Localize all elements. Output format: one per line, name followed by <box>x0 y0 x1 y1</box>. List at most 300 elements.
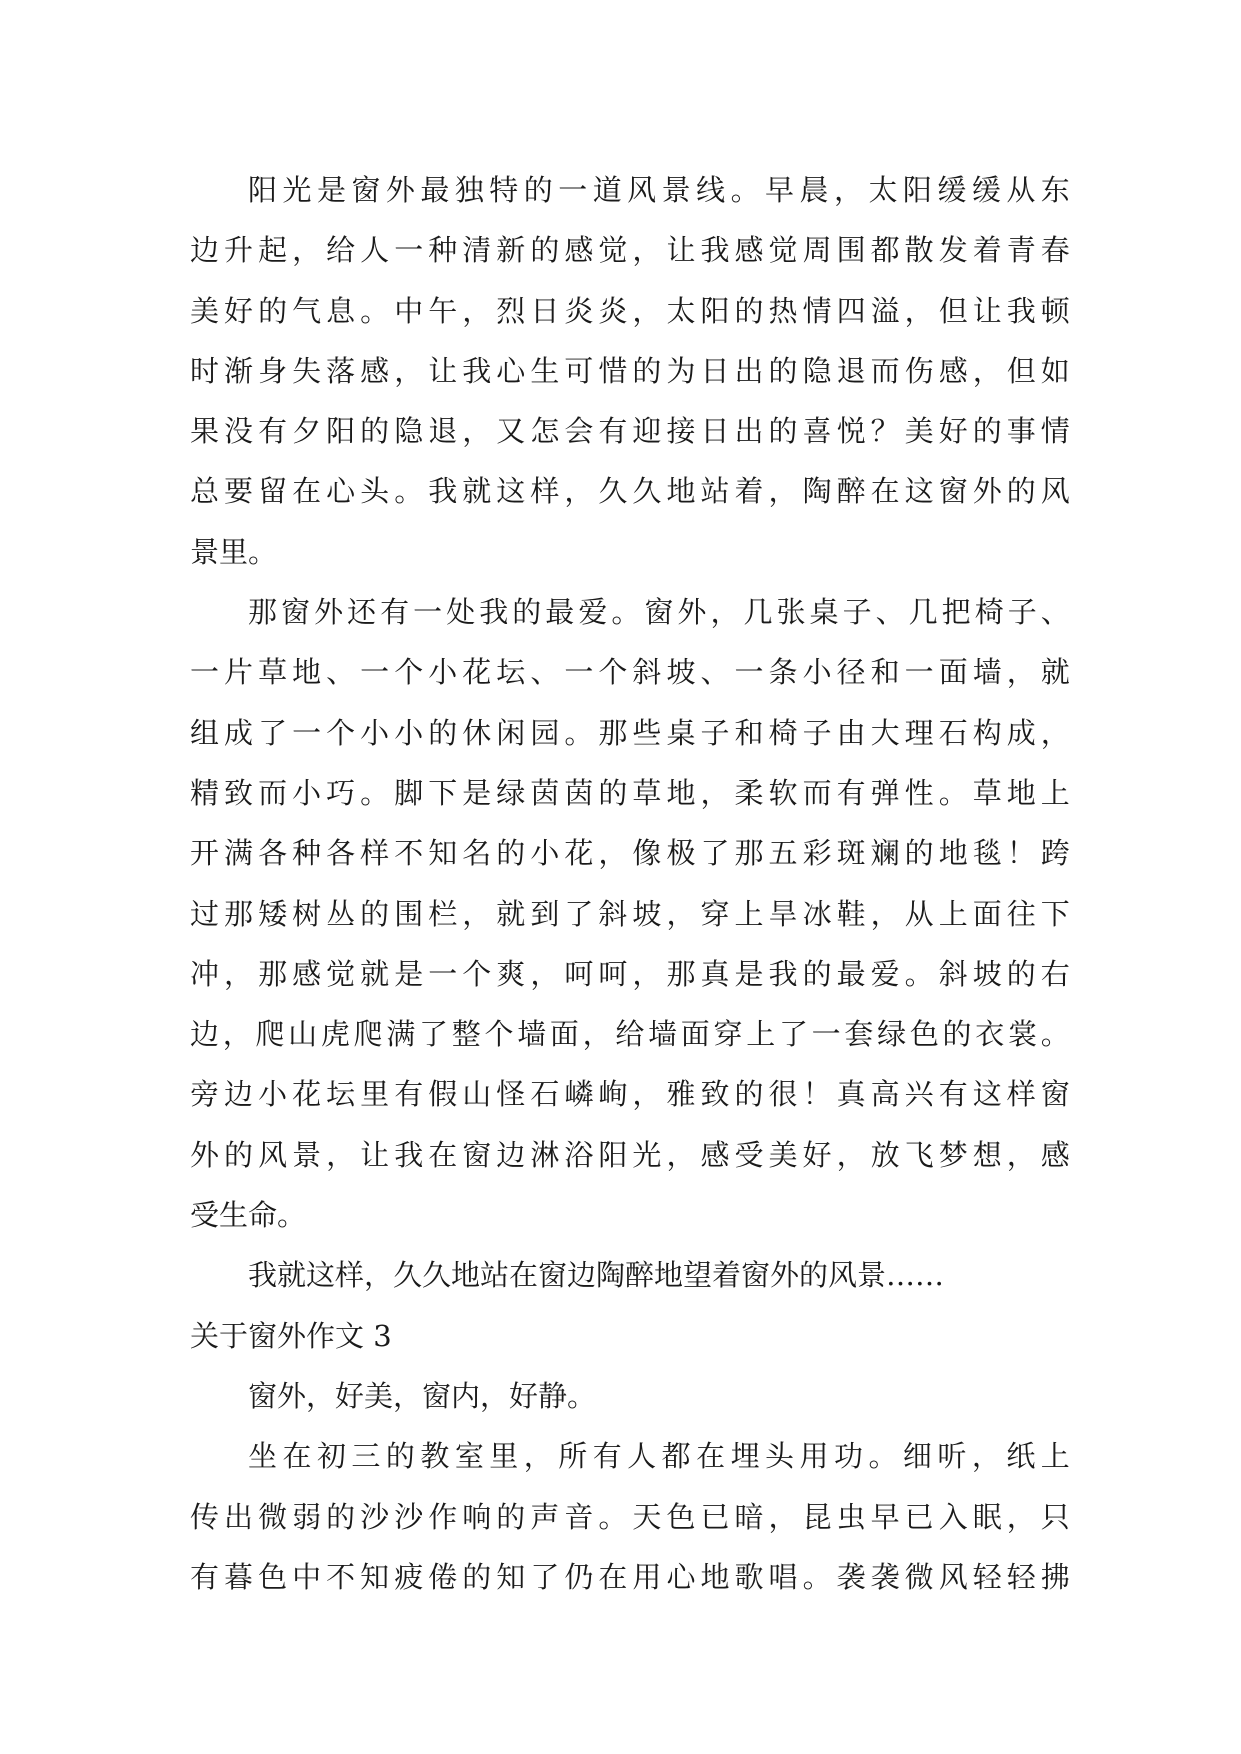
glyph: 一 <box>811 1017 841 1052</box>
glyph: 、 <box>700 655 730 690</box>
glyph: 几 <box>743 595 773 630</box>
glyph: ， <box>523 1439 553 1474</box>
glyph: 栏 <box>428 896 458 931</box>
glyph: 。 <box>730 173 760 207</box>
glyph: 桌 <box>809 595 839 630</box>
glyph: 太 <box>868 173 898 207</box>
glyph: 。 <box>564 715 594 750</box>
glyph: 子 <box>842 595 872 630</box>
glyph: 和 <box>870 655 900 690</box>
glyph: 我 <box>428 474 458 509</box>
glyph: 窗 <box>1040 1077 1070 1112</box>
glyph: 缓 <box>971 173 1001 207</box>
glyph: 上 <box>1040 1439 1070 1474</box>
line-text: 景里。 <box>190 534 278 569</box>
glyph: 道 <box>592 173 622 207</box>
glyph: 坛 <box>496 655 526 690</box>
glyph: 衣 <box>975 1017 1005 1052</box>
glyph: 那 <box>224 896 254 931</box>
glyph: 软 <box>768 775 798 810</box>
text-line <box>190 642 1070 702</box>
glyph: 边 <box>190 233 220 268</box>
glyph: 了 <box>778 1017 808 1052</box>
glyph: 春 <box>1040 233 1070 268</box>
glyph: 坛 <box>326 1077 356 1112</box>
glyph: 炎 <box>564 293 594 328</box>
glyph: 发 <box>938 233 968 268</box>
glyph: ， <box>971 1439 1001 1474</box>
glyph: 了 <box>700 836 730 871</box>
glyph: 一 <box>734 655 764 690</box>
glyph: 出 <box>734 353 764 388</box>
glyph: 好 <box>938 414 968 449</box>
glyph: 坡 <box>972 956 1002 991</box>
glyph: 早 <box>765 173 795 207</box>
glyph: 爽 <box>496 956 526 991</box>
text-line <box>190 763 1070 823</box>
glyph: 兴 <box>904 1077 934 1112</box>
glyph: 一 <box>904 655 934 690</box>
glyph: 感 <box>734 233 764 268</box>
glyph: ， <box>666 896 696 931</box>
glyph: 在 <box>282 1439 312 1474</box>
glyph: 功 <box>833 1439 863 1474</box>
glyph: 里 <box>360 1077 390 1112</box>
glyph: 时 <box>190 353 220 388</box>
glyph: 个 <box>598 655 628 690</box>
glyph: 了 <box>530 1559 560 1594</box>
glyph: 退 <box>428 414 458 449</box>
glyph: 的 <box>496 836 526 871</box>
glyph: 有 <box>190 1559 220 1594</box>
glyph: 斜 <box>632 655 662 690</box>
glyph: 用 <box>799 1439 829 1474</box>
glyph: 外 <box>314 595 344 630</box>
glyph: 把 <box>941 595 971 630</box>
glyph: 都 <box>870 233 900 268</box>
glyph: 天 <box>632 1499 662 1534</box>
glyph: 上 <box>938 896 968 931</box>
glyph: 的 <box>598 775 628 810</box>
glyph: 觉 <box>326 956 356 991</box>
glyph: ， <box>222 1017 252 1052</box>
glyph: 三 <box>351 1439 381 1474</box>
glyph: 色 <box>258 1559 288 1594</box>
text-line <box>190 220 1070 280</box>
glyph: 会 <box>564 414 594 449</box>
glyph: 面 <box>680 1017 710 1052</box>
glyph: 些 <box>632 715 662 750</box>
glyph: 惜 <box>598 353 628 388</box>
glyph: 彩 <box>802 836 832 871</box>
glyph: 青 <box>1006 233 1036 268</box>
glyph: 退 <box>836 353 866 388</box>
glyph: ， <box>292 233 322 268</box>
glyph: 就 <box>496 896 526 931</box>
glyph: 这 <box>904 474 934 509</box>
glyph: 外 <box>190 1137 220 1172</box>
text-line <box>190 1547 1070 1607</box>
glyph: 柔 <box>734 775 764 810</box>
glyph: 精 <box>190 775 220 810</box>
glyph: ， <box>1040 715 1070 750</box>
glyph: 椅 <box>768 715 798 750</box>
glyph: 我 <box>768 956 798 991</box>
glyph: 还 <box>347 595 377 630</box>
glyph: 四 <box>836 293 866 328</box>
glyph: 小 <box>428 655 458 690</box>
glyph: 的 <box>734 293 764 328</box>
glyph: 的 <box>523 173 553 207</box>
glyph: 就 <box>462 474 492 509</box>
glyph: 虎 <box>320 1017 350 1052</box>
glyph: 疲 <box>394 1559 424 1594</box>
glyph: 花 <box>564 836 594 871</box>
glyph: 的 <box>258 293 288 328</box>
glyph: 墙 <box>517 1017 547 1052</box>
glyph: 绿 <box>877 1017 907 1052</box>
glyph: ， <box>462 896 492 931</box>
glyph: 这 <box>496 474 526 509</box>
glyph: 的 <box>904 836 934 871</box>
glyph: ， <box>768 474 798 509</box>
glyph: 弹 <box>870 775 900 810</box>
glyph: 的 <box>530 233 560 268</box>
glyph: 窗 <box>462 1137 492 1172</box>
glyph: 边 <box>190 1017 220 1052</box>
glyph: 理 <box>904 715 934 750</box>
glyph: 浴 <box>564 1137 594 1172</box>
glyph: 往 <box>1006 896 1036 931</box>
glyph: 只 <box>1040 1499 1070 1534</box>
glyph: 所 <box>558 1439 588 1474</box>
glyph: 围 <box>394 896 424 931</box>
glyph: 缓 <box>937 173 967 207</box>
glyph: 迎 <box>632 414 662 449</box>
glyph: 知 <box>360 1559 390 1594</box>
glyph: 套 <box>844 1017 874 1052</box>
glyph: 渐 <box>224 353 254 388</box>
glyph: 细 <box>902 1439 932 1474</box>
glyph: 身 <box>258 353 288 388</box>
glyph: 沙 <box>394 1499 424 1534</box>
glyph: 的 <box>360 896 390 931</box>
glyph: 总 <box>190 474 220 509</box>
glyph: 风 <box>1040 474 1070 509</box>
glyph: 峋 <box>598 1077 628 1112</box>
glyph: 嶙 <box>564 1077 594 1112</box>
glyph: 茵 <box>530 775 560 810</box>
glyph: 独 <box>454 173 484 207</box>
glyph: 仍 <box>564 1559 594 1594</box>
glyph: 室 <box>454 1439 484 1474</box>
glyph: 斜 <box>598 896 628 931</box>
glyph: 石 <box>938 715 968 750</box>
glyph: 、 <box>326 655 356 690</box>
glyph: 、 <box>530 655 560 690</box>
glyph: 上 <box>734 896 764 931</box>
text-line <box>190 522 1070 582</box>
glyph: 的 <box>632 353 662 388</box>
glyph: 名 <box>462 836 492 871</box>
glyph: 息 <box>326 293 356 328</box>
glyph: 各 <box>326 836 356 871</box>
glyph: 冲 <box>190 956 220 991</box>
text-line <box>190 944 1070 1004</box>
glyph: 热 <box>768 293 798 328</box>
text-line <box>190 703 1070 763</box>
glyph: 的 <box>496 1499 526 1534</box>
text-line <box>190 281 1070 341</box>
glyph: ， <box>462 293 492 328</box>
glyph: 好 <box>224 293 254 328</box>
glyph: 传 <box>190 1499 220 1534</box>
essay-body <box>190 160 1070 1607</box>
glyph: 日 <box>700 414 730 449</box>
text-line <box>190 160 1070 220</box>
glyph: 种 <box>292 836 322 871</box>
glyph: 小 <box>530 836 560 871</box>
glyph: ， <box>582 1017 612 1052</box>
glyph: 虫 <box>836 1499 866 1534</box>
glyph: 美 <box>768 1137 798 1172</box>
glyph: 没 <box>224 414 254 449</box>
glyph: 有 <box>258 414 288 449</box>
text-line <box>190 823 1070 883</box>
glyph: 那 <box>666 956 696 991</box>
glyph: 子 <box>700 715 730 750</box>
glyph: ， <box>904 293 934 328</box>
glyph: 、 <box>875 595 905 630</box>
glyph: 的 <box>512 595 542 630</box>
glyph: 头 <box>765 1439 795 1474</box>
glyph: 梦 <box>938 1137 968 1172</box>
glyph: 而 <box>870 353 900 388</box>
glyph: ， <box>1006 1137 1036 1172</box>
line-text: 窗外，好美，窗内，好静。 <box>248 1378 597 1413</box>
glyph: 知 <box>428 836 458 871</box>
glyph: 外 <box>385 173 415 207</box>
glyph: 太 <box>666 293 696 328</box>
glyph: 的 <box>802 956 832 991</box>
glyph: 的 <box>734 1077 764 1112</box>
glyph: 到 <box>530 896 560 931</box>
glyph: 线 <box>696 173 726 207</box>
glyph: 园 <box>530 715 560 750</box>
glyph: 上 <box>1040 775 1070 810</box>
glyph: 色 <box>666 1499 696 1534</box>
glyph: 留 <box>258 474 288 509</box>
glyph: 和 <box>734 715 764 750</box>
glyph: 已 <box>700 1499 730 1534</box>
glyph: 出 <box>734 414 764 449</box>
glyph: 早 <box>870 1499 900 1534</box>
glyph: 感 <box>564 233 594 268</box>
glyph: 这 <box>972 1077 1002 1112</box>
glyph: 地 <box>938 836 968 871</box>
text-line <box>190 341 1070 401</box>
glyph: 音 <box>564 1499 594 1534</box>
glyph: 人 <box>627 1439 657 1474</box>
glyph: 性 <box>904 775 934 810</box>
glyph: 斓 <box>870 836 900 871</box>
glyph: 条 <box>768 655 798 690</box>
glyph: 中 <box>292 1559 322 1594</box>
glyph: 久 <box>632 474 662 509</box>
glyph: 闲 <box>496 715 526 750</box>
glyph: 的 <box>428 715 458 750</box>
glyph: 下 <box>1040 896 1070 931</box>
glyph: 爬 <box>353 1017 383 1052</box>
glyph: 下 <box>428 775 458 810</box>
glyph: 烈 <box>496 293 526 328</box>
glyph: 满 <box>224 836 254 871</box>
glyph: 成 <box>1006 715 1036 750</box>
glyph: 我 <box>394 1137 424 1172</box>
glyph: ， <box>632 233 662 268</box>
glyph: 着 <box>734 474 764 509</box>
glyph: 坡 <box>666 655 696 690</box>
glyph: 微 <box>258 1499 288 1534</box>
glyph: 日 <box>530 293 560 328</box>
glyph: 桌 <box>666 715 696 750</box>
glyph: 张 <box>776 595 806 630</box>
glyph: 我 <box>1006 293 1036 328</box>
glyph: 美 <box>190 293 220 328</box>
glyph: 。 <box>360 293 390 328</box>
glyph: 地 <box>1006 775 1036 810</box>
glyph: 景 <box>661 173 691 207</box>
glyph: 最 <box>545 595 575 630</box>
glyph: 有 <box>938 1077 968 1112</box>
glyph: 陶 <box>802 474 832 509</box>
glyph: 有 <box>592 1439 622 1474</box>
glyph: 那 <box>734 836 764 871</box>
glyph: 矮 <box>258 896 288 931</box>
glyph: 暗 <box>734 1499 764 1534</box>
glyph: 想 <box>972 1137 1002 1172</box>
glyph: 我 <box>462 353 492 388</box>
glyph: 如 <box>1040 353 1070 388</box>
glyph: ？ <box>870 414 900 449</box>
glyph: 情 <box>1040 414 1070 449</box>
glyph: 片 <box>224 655 254 690</box>
glyph: 山 <box>288 1017 318 1052</box>
glyph: 草 <box>258 655 288 690</box>
glyph: 面 <box>972 896 1002 931</box>
glyph: ， <box>632 1077 662 1112</box>
glyph: 茵 <box>564 775 594 810</box>
glyph: 组 <box>190 715 220 750</box>
glyph: 脚 <box>394 775 424 810</box>
glyph: 个 <box>484 1017 514 1052</box>
glyph: 用 <box>632 1559 662 1594</box>
glyph: 怎 <box>530 414 560 449</box>
glyph: 事 <box>1006 414 1036 449</box>
glyph: 纸 <box>1006 1439 1036 1474</box>
glyph: 在 <box>696 1439 726 1474</box>
glyph: 有 <box>836 775 866 810</box>
text-line <box>190 1004 1070 1064</box>
glyph: 心 <box>326 474 356 509</box>
glyph: 的 <box>972 414 1002 449</box>
glyph: 成 <box>224 715 254 750</box>
glyph: 椅 <box>974 595 1004 630</box>
glyph: 旁 <box>190 1077 220 1112</box>
glyph: 景 <box>292 1137 322 1172</box>
glyph: 入 <box>938 1499 968 1534</box>
glyph: ！ <box>802 1077 832 1112</box>
glyph: 种 <box>428 233 458 268</box>
glyph: 那 <box>248 595 278 630</box>
glyph: 开 <box>190 836 220 871</box>
glyph: 我 <box>479 595 509 630</box>
glyph: 炎 <box>598 293 628 328</box>
text-line <box>190 1245 1070 1305</box>
glyph: 好 <box>802 1137 832 1172</box>
glyph: 。 <box>611 595 641 630</box>
glyph: 面 <box>938 655 968 690</box>
glyph: 呵 <box>598 956 628 991</box>
glyph: 草 <box>972 775 1002 810</box>
glyph: ， <box>564 474 594 509</box>
glyph: 墙 <box>648 1017 678 1052</box>
glyph: 给 <box>615 1017 645 1052</box>
glyph: 窗 <box>351 173 381 207</box>
glyph: 出 <box>224 1499 254 1534</box>
glyph: 山 <box>462 1077 492 1112</box>
glyph: 裳 <box>1007 1017 1037 1052</box>
glyph: 听 <box>937 1439 967 1474</box>
glyph: 围 <box>836 233 866 268</box>
glyph: 醉 <box>836 474 866 509</box>
glyph: 极 <box>666 836 696 871</box>
glyph: 。 <box>394 474 424 509</box>
glyph: 处 <box>446 595 476 630</box>
glyph: 暮 <box>224 1559 254 1594</box>
glyph: 阳 <box>902 173 932 207</box>
glyph: ！ <box>1006 836 1036 871</box>
glyph: 一 <box>394 233 424 268</box>
glyph: 从 <box>904 896 934 931</box>
glyph: 里 <box>489 1439 519 1474</box>
glyph: 隐 <box>802 353 832 388</box>
glyph: 高 <box>870 1077 900 1112</box>
glyph: 初 <box>316 1439 346 1474</box>
glyph: 的 <box>942 1017 972 1052</box>
glyph: 外 <box>972 474 1002 509</box>
glyph: 花 <box>292 1077 322 1112</box>
glyph: 了 <box>419 1017 449 1052</box>
glyph: 跨 <box>1040 836 1070 871</box>
glyph: 。 <box>904 956 934 991</box>
glyph: 美 <box>904 414 934 449</box>
glyph: 那 <box>258 956 288 991</box>
glyph: 呵 <box>564 956 594 991</box>
glyph: 毯 <box>972 836 1002 871</box>
glyph: 径 <box>836 655 866 690</box>
glyph: ， <box>768 1499 798 1534</box>
glyph: 歌 <box>734 1559 764 1594</box>
glyph: 中 <box>394 293 424 328</box>
glyph: 致 <box>700 1077 730 1112</box>
glyph: 的 <box>1006 474 1036 509</box>
glyph: ， <box>224 956 254 991</box>
glyph: 的 <box>768 414 798 449</box>
glyph: ， <box>972 353 1002 388</box>
glyph: 在 <box>292 474 322 509</box>
glyph: 样 <box>530 474 560 509</box>
